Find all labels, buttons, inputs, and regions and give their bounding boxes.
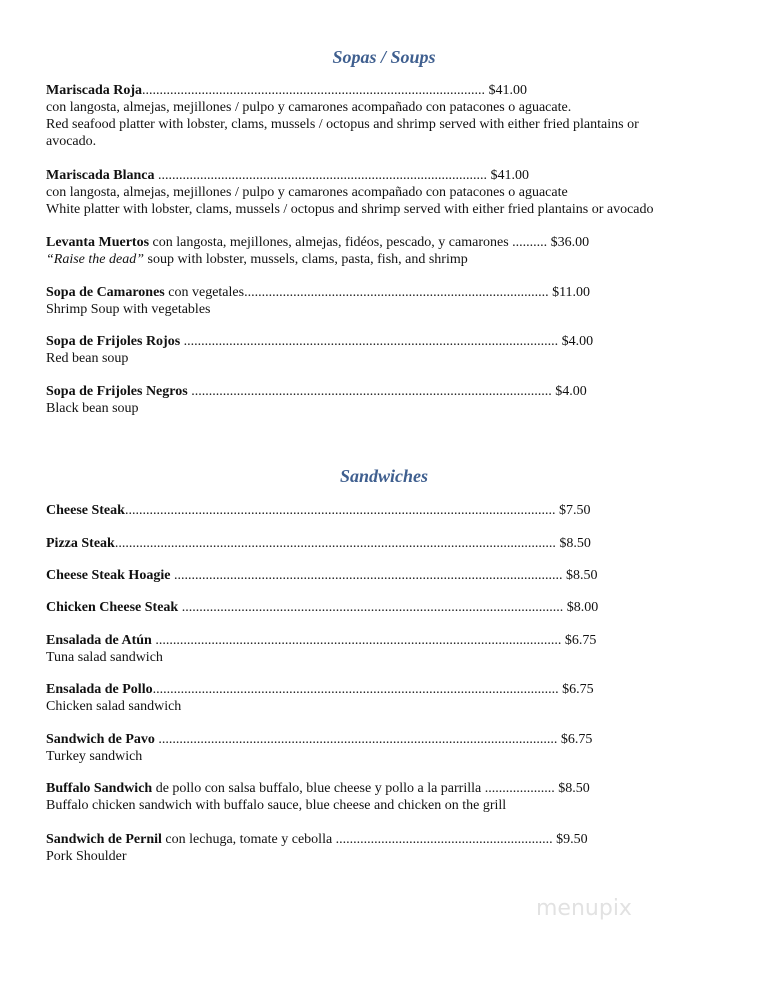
item-leader: con langosta, mejillones, almejas, fidéos, pescado, y camarones .......... [149, 235, 548, 250]
item-name: Sopa de Frijoles Negros [46, 384, 188, 399]
item-description-en-cont: avocado. [46, 134, 97, 149]
menu-item [46, 599, 598, 616]
sandwiches-section-title: Sandwiches [339, 466, 429, 486]
item-description: Red bean soup [46, 351, 129, 366]
item-description: Black bean soup [46, 401, 139, 416]
item-name: Sandwich de Pavo [46, 732, 155, 747]
item-leader: .................................................................................................................... [152, 682, 559, 697]
menu-item [46, 333, 593, 367]
item-price: $41.00 [490, 168, 529, 183]
item-name: Sandwich de Pernil [46, 832, 162, 847]
item-leader: con lechuga, tomate y cebolla .............................................................. [161, 832, 553, 847]
item-leader: de pollo con salsa buffalo, blue cheese y pollo a la parrilla .................... [152, 781, 555, 796]
item-price: $6.75 [562, 682, 594, 697]
item-price: $7.50 [558, 503, 591, 518]
item-price: $8.50 [565, 568, 598, 583]
item-leader: .................................................................................................................... [151, 633, 562, 648]
item-price: $4.00 [561, 334, 594, 349]
item-leader: .................................................................................................................. [154, 732, 558, 747]
item-price: $8.50 [558, 781, 590, 796]
item-name: Cheese Steak Hoagie [46, 568, 171, 583]
item-description: Chicken salad sandwich [46, 699, 182, 714]
item-description-en: White platter with lobster, clams, mussels / octopus and shrimp served with either fried plantains or avocado [46, 202, 654, 217]
item-price: $6.75 [560, 732, 593, 747]
menu-item [46, 502, 590, 519]
item-name: Levanta Muertos [46, 235, 150, 250]
menu-item [46, 681, 594, 715]
menu-item [46, 535, 591, 552]
menu-item [46, 167, 654, 218]
item-price: $11.00 [552, 285, 591, 300]
item-price: $6.75 [564, 633, 597, 648]
item-leader: ........................................................................................................... [180, 334, 559, 349]
item-name: Ensalada de Atún [46, 633, 152, 648]
item-name: Cheese Steak [46, 503, 125, 518]
item-name: Ensalada de Pollo [46, 682, 153, 697]
item-price: $9.50 [556, 832, 588, 847]
item-name: Sopa de Frijoles Rojos [46, 334, 181, 349]
item-price: $41.00 [488, 83, 528, 98]
item-description: Turkey sandwich [46, 749, 143, 764]
watermark-logo: menupix [536, 896, 632, 921]
item-description: Shrimp Soup with vegetables [46, 302, 211, 317]
menu-item [46, 831, 588, 865]
item-name: Sopa de Camarones [46, 285, 165, 300]
item-name: Pizza Steak [46, 536, 115, 551]
menu-item [46, 780, 590, 814]
menu-item [46, 731, 592, 765]
menu-item [46, 284, 590, 318]
item-description: Pork Shoulder [46, 849, 127, 864]
item-name: Mariscada Blanca [46, 168, 155, 183]
item-leader: .............................................................................................................................. [114, 536, 556, 551]
item-leader: ............................................................................................................. [178, 600, 564, 615]
item-name: Mariscada Roja [46, 83, 143, 98]
item-description-rest: soup with lobster, mussels, clams, pasta, fish, and shrimp [144, 252, 468, 267]
item-description [46, 251, 589, 268]
item-leader: .............................................................................................. [154, 168, 487, 183]
item-name: Chicken Cheese Steak [46, 600, 179, 615]
item-description: con langosta, almejas, mejillones / pulpo y camarones acompañado con patacones o aguacate. [46, 100, 572, 115]
item-leader: ............................................................................................................... [170, 568, 563, 583]
soups-section-title: Sopas / Soups [332, 47, 436, 67]
item-price: $8.50 [559, 536, 591, 551]
item-leader: ........................................................................................................................... [124, 503, 556, 518]
menu-item [46, 234, 589, 268]
item-leader: con vegetales....................................................................................... [164, 285, 549, 300]
item-price: $4.00 [555, 384, 587, 399]
item-description: con langosta, almejas, mejillones / pulpo y camarones acompañado con patacones o aguacate [46, 185, 568, 200]
menu-item [46, 383, 587, 417]
item-price: $36.00 [550, 235, 590, 250]
item-price: $8.00 [566, 600, 599, 615]
item-description-en: Red seafood platter with lobster, clams, mussels / octopus and shrimp served with either fried plantains or [46, 117, 639, 132]
menu-item [46, 567, 597, 584]
item-leader: .................................................................................................. [142, 83, 486, 98]
menu-item [46, 82, 639, 150]
item-name: Buffalo Sandwich [46, 781, 153, 796]
item-description: Buffalo chicken sandwich with buffalo sauce, blue cheese and chicken on the grill [46, 798, 507, 813]
item-description: Tuna salad sandwich [46, 650, 163, 665]
item-leader: ....................................................................................................... [187, 384, 552, 399]
menu-item [46, 632, 596, 666]
item-description-quote: “Raise the dead” [46, 252, 144, 267]
